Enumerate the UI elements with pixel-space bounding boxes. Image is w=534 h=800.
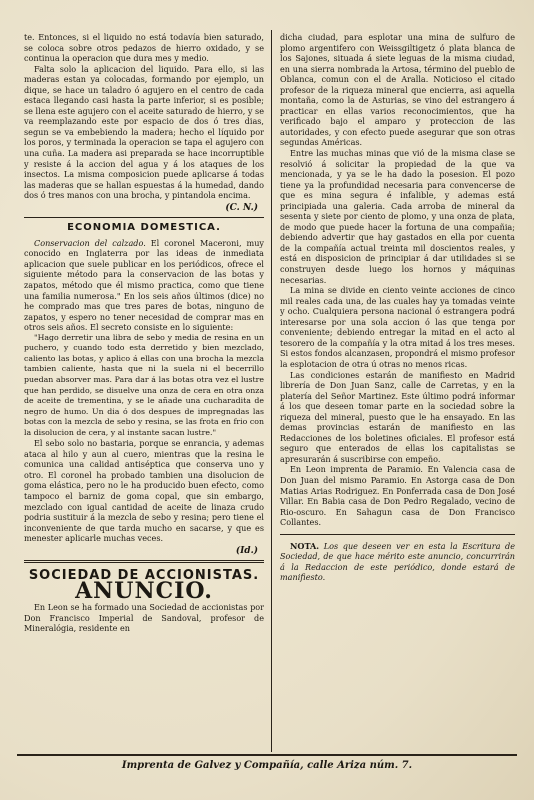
paragraph: Conservacion del calzado. El coronel Maceroni, muy conocido en Inglaterra por las ideas de inmediata aplicacion que suele publicar en los periódicos, ofrece el siguiente método para la conservacion de las botas y zapatos, método que él mismo practica, como que tiene una familia numerosa." En los seis años últimos (dice) no he comprado mas que tres pares de botas, ninguno de zapatos, y espero no tener necesidad de comprar mas en otros seis años. El secreto consiste en lo siguiente: xyxy=(24,237,264,333)
divider xyxy=(24,560,264,563)
note-label: NOTA. xyxy=(290,540,320,551)
paragraph: Las condiciones estarán de manifiesto en Madrid librería de Don Juan Sanz, calle de Carretas, y en la platería del Señor Martinez. Este último podrá informar á los que deseen tomar parte en la sociedad sobre la riqueza del mineral, puesto que le ha ensayado. En las demas provincias estarán de manifiesto en las Redacciones de los boletines oficiales. El profesor está seguro que enterados de ellas los capitalistas se apresurarán á suscribirse con empeño. xyxy=(280,369,515,464)
paragraph: te. Entonces, si el liquido no está todavía bien saturado, se coloca sobre otros pedazos de hierro oxidado, y se continua la operacion que dura mes y medio. xyxy=(24,32,264,64)
divider xyxy=(24,217,264,218)
paragraph: dicha ciudad, para esplotar una mina de sulfuro de plomo argentifero con Weissgiltigetz ó plata blanca de los Sajones, situada á siete leguas de la misma ciudad, en una sierra nombrada la Artosa, término del pueblo de Oblanca, comun con el de Aralla. Noticioso el citado profesor de la riqueza mineral que encierra, asi aquella montaña, como la de Asturias, se vino del estrangero á practicar en ellas varios reconocimientos, que ha verificado bajo el amparo y proteccion de las autoridades, y con efecto puede asegurar que son otras segundas Américas. xyxy=(280,32,515,148)
quotation xyxy=(24,333,264,438)
paragraph: "Hago derretir una libra de sebo y media de resina en un puchero, y cuando todo esta derretido y bien mezclado, caliento las botas, y aplico á ellas con una brocha la mezcla tambien caliente, hasta que ni la suela ni el becerrillo puedan absorver mas. Para dar á las botas otra vez el lustre que han perdido, se disuelve una onza de cera en otra onza de aceite de trementina, y se le añade una cucharadita de negro de humo. Un dia ó dos despues de impregnadas las botas con la mezcla de sebo y resina, se las frota en frio con la disolucion de cera, y al instante sacan lustre." xyxy=(24,332,264,437)
note-paragraph: NOTA. Los que deseen ver en esta la Escritura de Sociedad, de que hace mérito este anuncio, concurrirán á la Redaccion de este periódico, donde estará de manifiesto. xyxy=(280,540,515,583)
article-title: Conservacion del calzado. xyxy=(34,237,146,248)
column-rule xyxy=(271,30,272,752)
paragraph: El sebo solo no bastaria, porque se enrancia, y ademas ataca al hilo y aun al cuero, mientras que la resina le comunica una calidad antiséptica que conserva uno y otro. El coronel ha probado tambien una disolucion de goma elástica, pero no le ha producido buen efecto, como tampoco el barniz de goma copal, que sin embargo, mezclado con igual cantidad de aceite de linaza crudo podria sustituir á la mezcla de sebo y resina; pero tiene el inconveniente de que tarda mucho en sacarse, y que es menester aplicarle muchas veces. xyxy=(24,438,264,544)
section-heading: SOCIEDAD DE ACCIONISTAS. xyxy=(28,568,260,584)
paragraph: Falta solo la aplicacion del liquido. Para ello, si las maderas estan ya colocadas, formando por ejemplo, un dique, se hace un taladro ó agujero en el centro de cada estaca llegando casi hasta la parte inferior, si es posible; se llena este agujero con el aceite saturado de hierro, y se va reemplazando este por espacio de dos ó tres dias, segun se va embebiendo la madera; hecho el líquido por los poros, y terminada la operacion se tapa el agujero con una cuña. La madera asi preparada se hace incorruptible y resiste á la accion del agua y á los ataques de los insectos. La misma composicion puede aplicarse á todas las maderas que se hallan espuestas á la humedad, dando dos ó tres manos con una brocha, y pintandola encima. xyxy=(24,63,264,201)
paragraph: En Leon imprenta de Paramio. En Valencia casa de Don Juan del mismo Paramio. En Astorga casa de Don Matias Arias Rodriguez. En Ponferrada casa de Don José Villar. En Babia casa de Don Pedro Regalado, vecino de Rio-oscuro. En Sahagun casa de Don Francisco Collantes. xyxy=(280,464,515,528)
signature: (C. N.) xyxy=(225,202,258,213)
paragraph: Entre las muchas minas que vió de la misma clase se resolvió á solicitar la propiedad de la que va mencionada, y ya se le ha dado la posesion. El pozo tiene ya la profundidad necesaria para convencerse de que es mina segura é infalible, y ademas está principiada una galeria. Cada arroba de mineral da sesenta y siete por ciento de plomo, y una onza de plata, de modo que puede hacer la fortuna de una compañia; debiendo advertir que hay gastados en ella por cuenta de la compañía actual treinta mil doscientos reales, y está en disposicion de principiar á dar utilidades si se construyen desde luego los hornos y máquinas necesarias. xyxy=(280,148,515,285)
signature: (Id.) xyxy=(235,545,258,556)
left-column xyxy=(24,32,264,634)
section-heading: ECONOMIA DOMESTICA. xyxy=(67,222,221,234)
imprint-footer: Imprenta de Galvez y Compañía, calle Ariza núm. 7. xyxy=(17,754,517,771)
announcement-heading: ANUNCIO. xyxy=(75,577,213,604)
divider xyxy=(280,534,515,535)
paragraph: La mina se divide en ciento veinte acciones de cinco mil reales cada una, de las cuales hay ya tomadas veinte y ocho. Cualquiera persona nacional ó estrangera podrá interesarse por una sola accion ó las que tenga por conveniente; debiendo entregar la mitad en el acto al tesorero de la compañía y la otra mitad á los tres meses. Si estos fondos alcanzasen, propondrá el mismo profesor la esplotacion de otra ú otras no menos ricas. xyxy=(280,285,515,369)
paragraph: En Leon se ha formado una Sociedad de accionistas por Don Francisco Imperial de Sandoval, profesor de Mineralógia, residente en xyxy=(24,602,265,634)
right-column xyxy=(280,32,515,583)
